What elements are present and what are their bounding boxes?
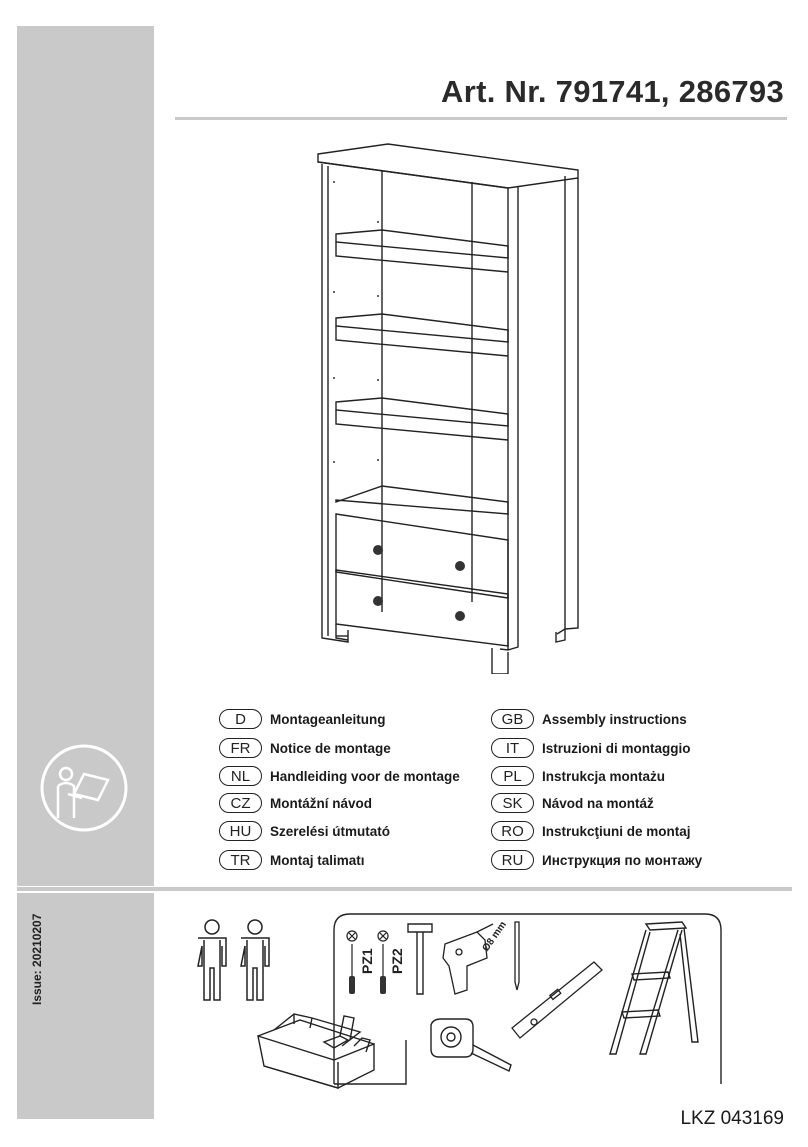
language-code: D: [219, 709, 262, 729]
language-code: NL: [219, 766, 262, 786]
language-item-tr: [219, 849, 365, 871]
spirit-level-icon: [506, 958, 606, 1042]
hammer-icon: [405, 920, 435, 996]
language-label: Notice de montage: [270, 740, 391, 756]
language-item-it: [491, 737, 691, 759]
read-manual-icon: [38, 744, 130, 832]
language-item-ru: [491, 849, 702, 871]
language-code: IT: [491, 738, 534, 758]
language-label: Montaj talimatı: [270, 852, 365, 868]
language-label: Montageanleitung: [270, 711, 386, 727]
language-item-ro: [491, 820, 691, 842]
pz1-label: PZ1: [359, 948, 375, 974]
language-item-sk: [491, 792, 654, 814]
language-item-cz: [219, 792, 372, 814]
step-ladder-icon: [606, 920, 702, 1058]
issue-date: Issue: 20210207: [30, 913, 44, 1005]
language-item-hu: [219, 820, 390, 842]
drill-bit-label: Ø8 mm: [480, 919, 509, 954]
article-number-title: Art. Nr. 791741, 286793: [441, 74, 784, 109]
language-code: CZ: [219, 793, 262, 813]
language-code: RO: [491, 821, 534, 841]
language-code: PL: [491, 766, 534, 786]
language-label: Instrukcţiuni de montaj: [542, 823, 691, 839]
language-code: SK: [491, 793, 534, 813]
language-label: Assembly instructions: [542, 711, 687, 727]
language-label: Istruzioni di montaggio: [542, 740, 691, 756]
two-persons-icon: [192, 918, 276, 1002]
lkz-code: LKZ 043169: [680, 1108, 784, 1129]
tape-measure-icon: [425, 1015, 515, 1075]
language-item-nl: [219, 765, 460, 787]
language-code: FR: [219, 738, 262, 758]
language-item-fr: [219, 737, 391, 759]
bookcase-illustration: [316, 142, 582, 674]
language-item-d: [219, 708, 386, 730]
language-code: RU: [491, 850, 534, 870]
screwdriver-icon: [340, 928, 410, 998]
language-label: Szerelési útmutató: [270, 823, 391, 839]
language-label: Návod na montáž: [542, 795, 654, 811]
language-label: Instrukcja montażu: [542, 768, 666, 784]
language-item-pl: [491, 765, 665, 787]
language-code: GB: [491, 709, 534, 729]
title-underline: [175, 117, 787, 120]
language-code: TR: [219, 850, 262, 870]
section-divider: [17, 887, 792, 891]
language-item-gb: [491, 708, 687, 730]
language-code: HU: [219, 821, 262, 841]
pz2-label: PZ2: [389, 948, 405, 974]
language-label: Montážní návod: [270, 795, 372, 811]
language-label: Handleiding voor de montage: [270, 768, 460, 784]
language-label: Инструкция по монтажу: [542, 852, 703, 868]
